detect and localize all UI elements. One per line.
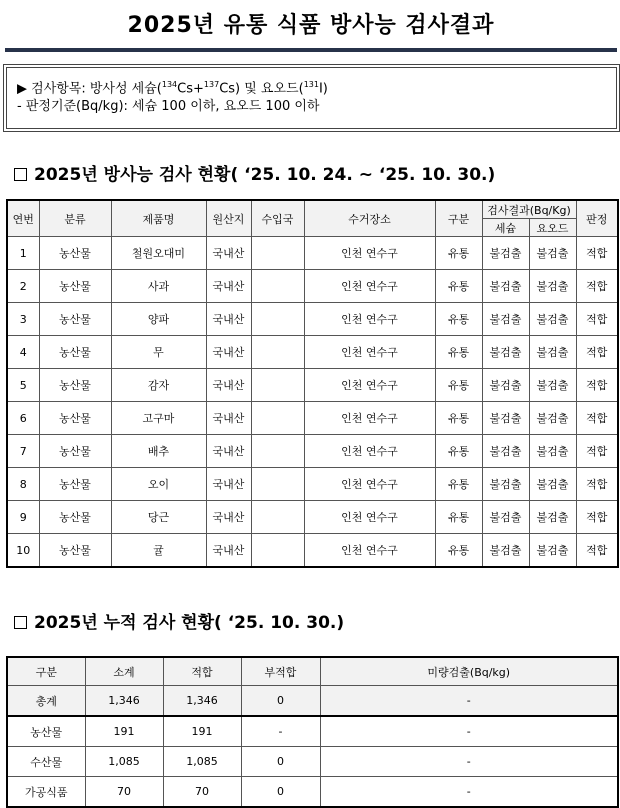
isotope-i131-mass: 131 (303, 80, 319, 89)
cell-division: 유통 (435, 534, 482, 568)
cell-division: 농산물 (7, 716, 85, 747)
cell-iodine: 불검출 (529, 270, 576, 303)
cell-category: 농산물 (39, 270, 111, 303)
cell-no: 6 (7, 402, 39, 435)
header-category: 분류 (39, 200, 111, 237)
cell-cesium: 불검출 (482, 237, 529, 270)
cell-verdict: 적합 (576, 402, 618, 435)
table-row (7, 686, 618, 717)
test-items-mid1: Cs+ (177, 81, 204, 97)
header-trace: 미량검출(Bq/kg) (320, 657, 618, 686)
cell-cesium: 불검출 (482, 270, 529, 303)
header-no: 연번 (7, 200, 39, 237)
table-row (7, 369, 618, 402)
cell-category: 농산물 (39, 336, 111, 369)
cell-iodine: 불검출 (529, 336, 576, 369)
cell-product: 양파 (111, 303, 206, 336)
cell-division: 유통 (435, 402, 482, 435)
table-row (7, 716, 618, 747)
cell-subtotal: 191 (85, 716, 163, 747)
header-pass: 적합 (163, 657, 241, 686)
cell-import-country (251, 435, 304, 468)
cell-no: 10 (7, 534, 39, 568)
cell-iodine: 불검출 (529, 303, 576, 336)
cell-cesium: 불검출 (482, 402, 529, 435)
checkbox-square-icon (14, 616, 27, 629)
cell-category: 농산물 (39, 501, 111, 534)
cell-cesium: 불검출 (482, 369, 529, 402)
header-cesium: 세슘 (482, 219, 529, 237)
cell-verdict: 적합 (576, 270, 618, 303)
cell-iodine: 불검출 (529, 435, 576, 468)
cell-location: 인천 연수구 (304, 435, 435, 468)
cell-origin: 국내산 (206, 270, 251, 303)
cell-division: 가공식품 (7, 777, 85, 808)
cell-no: 2 (7, 270, 39, 303)
cell-iodine: 불검출 (529, 369, 576, 402)
cell-cesium: 불검출 (482, 435, 529, 468)
cell-division: 유통 (435, 435, 482, 468)
cell-import-country (251, 336, 304, 369)
cell-category: 농산물 (39, 303, 111, 336)
cell-subtotal: 1,346 (85, 686, 163, 717)
test-items-line (17, 74, 616, 96)
table-row (7, 237, 618, 270)
isotope-cs137-mass: 137 (203, 80, 220, 89)
header-iodine: 요오드 (529, 219, 576, 237)
cell-cesium: 불검출 (482, 336, 529, 369)
cell-pass: 1,346 (163, 686, 241, 717)
criteria-line: - 판정기준(Bq/kg): 세슘 100 이하, 요오드 100 이하 (17, 99, 320, 114)
cell-no: 4 (7, 336, 39, 369)
table-row (7, 777, 618, 808)
cell-division: 수산물 (7, 747, 85, 777)
cell-iodine: 불검출 (529, 501, 576, 534)
cell-verdict: 적합 (576, 435, 618, 468)
cell-product: 오이 (111, 468, 206, 501)
table-row (7, 534, 618, 568)
cell-verdict: 적합 (576, 369, 618, 402)
cell-import-country (251, 501, 304, 534)
cell-import-country (251, 369, 304, 402)
cell-fail: 0 (241, 777, 320, 808)
cell-cesium: 불검출 (482, 303, 529, 336)
cell-category: 농산물 (39, 369, 111, 402)
cell-category: 농산물 (39, 435, 111, 468)
table-row (7, 435, 618, 468)
cell-product: 철원오대미 (111, 237, 206, 270)
cell-no: 8 (7, 468, 39, 501)
cell-product: 배추 (111, 435, 206, 468)
header-import-country: 수입국 (251, 200, 304, 237)
weekly-results-table (6, 199, 619, 568)
cell-iodine: 불검출 (529, 468, 576, 501)
header-location: 수거장소 (304, 200, 435, 237)
cell-verdict: 적합 (576, 468, 618, 501)
table-row (7, 270, 618, 303)
cell-location: 인천 연수구 (304, 270, 435, 303)
cell-division: 유통 (435, 468, 482, 501)
isotope-cs134-mass: 134 (161, 80, 178, 89)
cell-verdict: 적합 (576, 534, 618, 568)
cell-origin: 국내산 (206, 468, 251, 501)
cell-division: 유통 (435, 303, 482, 336)
section1-heading-text: 2025년 방사능 검사 현황( ‘25. 10. 24. ~ ‘25. 10. 30.) (34, 165, 496, 185)
cell-subtotal: 1,085 (85, 747, 163, 777)
checkbox-square-icon (14, 168, 27, 181)
cell-product: 귤 (111, 534, 206, 568)
header-product: 제품명 (111, 200, 206, 237)
title-bar (5, 8, 617, 52)
cell-division: 유통 (435, 270, 482, 303)
cell-no: 5 (7, 369, 39, 402)
cell-no: 3 (7, 303, 39, 336)
header-division: 구분 (435, 200, 482, 237)
section2-heading-text: 2025년 누적 검사 현황( ‘25. 10. 30.) (34, 613, 345, 633)
info-box (6, 67, 617, 129)
cell-category: 농산물 (39, 468, 111, 501)
test-items-suffix: I) (318, 81, 328, 97)
cell-iodine: 불검출 (529, 402, 576, 435)
cell-origin: 국내산 (206, 402, 251, 435)
cell-import-country (251, 303, 304, 336)
cell-import-country (251, 402, 304, 435)
cell-verdict: 적합 (576, 303, 618, 336)
table-row (7, 303, 618, 336)
cell-category: 농산물 (39, 237, 111, 270)
cell-no: 7 (7, 435, 39, 468)
cell-location: 인천 연수구 (304, 501, 435, 534)
cell-division: 유통 (435, 237, 482, 270)
cell-location: 인천 연수구 (304, 303, 435, 336)
cell-import-country (251, 534, 304, 568)
cell-cesium: 불검출 (482, 501, 529, 534)
cell-pass: 191 (163, 716, 241, 747)
cell-division: 총계 (7, 686, 85, 717)
header-origin: 원산지 (206, 200, 251, 237)
cell-no: 1 (7, 237, 39, 270)
cell-verdict: 적합 (576, 501, 618, 534)
cell-pass: 70 (163, 777, 241, 808)
cell-import-country (251, 270, 304, 303)
header-result-group: 검사결과(Bq/Kg) (482, 200, 576, 219)
cell-iodine: 불검출 (529, 237, 576, 270)
table-row (7, 402, 618, 435)
cell-import-country (251, 468, 304, 501)
table-row (7, 468, 618, 501)
cell-origin: 국내산 (206, 303, 251, 336)
cell-division: 유통 (435, 369, 482, 402)
cell-product: 사과 (111, 270, 206, 303)
cell-origin: 국내산 (206, 336, 251, 369)
cell-division: 유통 (435, 501, 482, 534)
header-verdict: 판정 (576, 200, 618, 237)
page-title: 2025년 유통 식품 방사능 검사결과 (127, 13, 495, 38)
header-division: 구분 (7, 657, 85, 686)
cell-product: 무 (111, 336, 206, 369)
cell-subtotal: 70 (85, 777, 163, 808)
cell-location: 인천 연수구 (304, 534, 435, 568)
cell-origin: 국내산 (206, 237, 251, 270)
table-row (7, 747, 618, 777)
cell-product: 당근 (111, 501, 206, 534)
cell-iodine: 불검출 (529, 534, 576, 568)
cell-pass: 1,085 (163, 747, 241, 777)
cell-trace: - (320, 777, 618, 808)
cell-fail: 0 (241, 747, 320, 777)
cell-cesium: 불검출 (482, 468, 529, 501)
cell-location: 인천 연수구 (304, 336, 435, 369)
cell-trace: - (320, 747, 618, 777)
cell-location: 인천 연수구 (304, 237, 435, 270)
cell-origin: 국내산 (206, 435, 251, 468)
cell-division: 유통 (435, 336, 482, 369)
cell-no: 9 (7, 501, 39, 534)
cell-import-country (251, 237, 304, 270)
cell-origin: 국내산 (206, 501, 251, 534)
cell-fail: 0 (241, 686, 320, 717)
cell-fail: - (241, 716, 320, 747)
cell-category: 농산물 (39, 402, 111, 435)
cumulative-results-table (6, 656, 619, 808)
cell-trace: - (320, 686, 618, 717)
section1-heading (14, 160, 495, 185)
cell-verdict: 적합 (576, 336, 618, 369)
table-row (7, 501, 618, 534)
cell-origin: 국내산 (206, 534, 251, 568)
header-subtotal: 소계 (85, 657, 163, 686)
cell-product: 감자 (111, 369, 206, 402)
cell-cesium: 불검출 (482, 534, 529, 568)
cell-category: 농산물 (39, 534, 111, 568)
cell-location: 인천 연수구 (304, 402, 435, 435)
test-items-mid2: Cs) 및 요오드( (219, 81, 304, 97)
cell-trace: - (320, 716, 618, 747)
cell-product: 고구마 (111, 402, 206, 435)
test-items-prefix: ▶ 검사항목: 방사성 세슘( (17, 81, 162, 97)
cell-origin: 국내산 (206, 369, 251, 402)
cell-verdict: 적합 (576, 237, 618, 270)
cell-location: 인천 연수구 (304, 369, 435, 402)
cell-location: 인천 연수구 (304, 468, 435, 501)
section2-heading (14, 608, 344, 633)
table-row (7, 336, 618, 369)
header-fail: 부적합 (241, 657, 320, 686)
